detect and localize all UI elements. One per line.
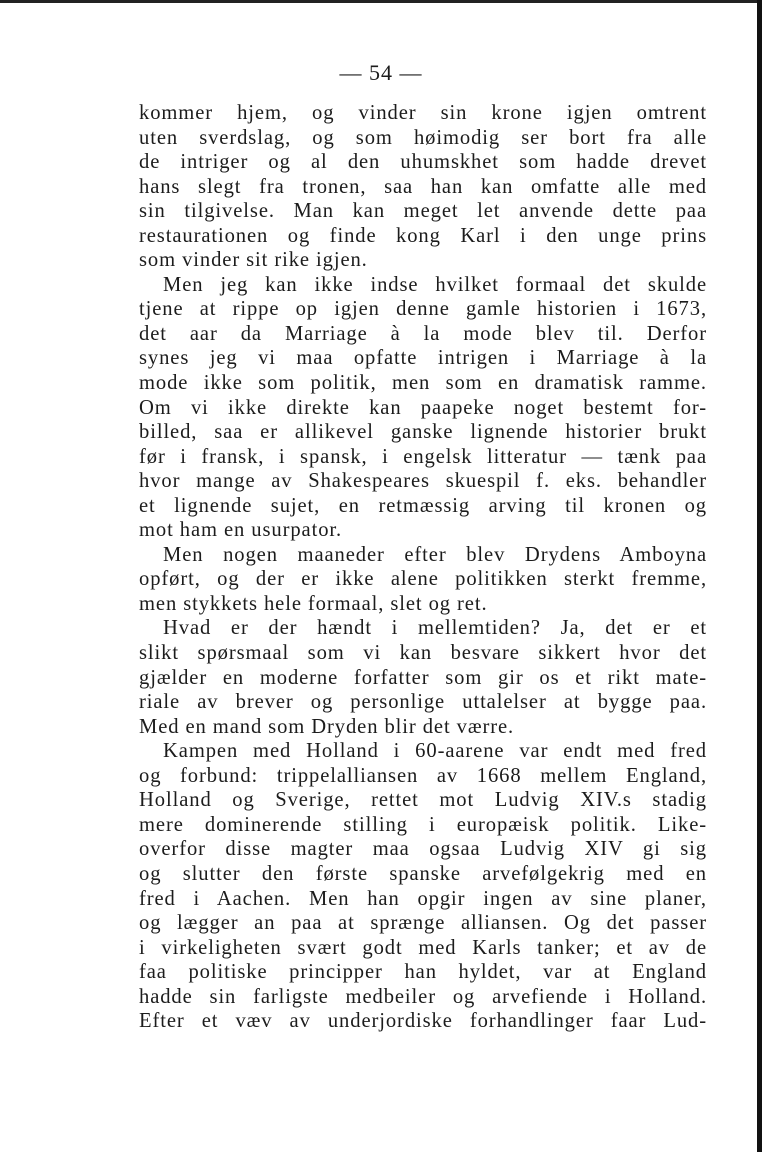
text-line: fred i Aachen. Men han opgir ingen av sine planer,	[139, 887, 707, 910]
text-line: slikt spørsmaal som vi kan besvare sikkert hvor det	[139, 642, 707, 665]
text-line: de intriger og al den uhumskhet som hadde drevet	[139, 151, 707, 174]
text-line: et lignende sujet, en retmæssig arving til kronen og	[139, 494, 707, 517]
text-line: tjene at rippe op igjen denne gamle historien i 1673,	[139, 298, 707, 321]
text-line: Holland og Sverige, rettet mot Ludvig XIV.s stadig	[139, 789, 707, 812]
text-line: opført, og der er ikke alene politikken sterkt fremme,	[139, 568, 707, 591]
text-line: i virkeligheten svært godt med Karls tanker; et av de	[139, 936, 707, 959]
text-line: det aar da Marriage à la mode blev til. Derfor	[139, 322, 707, 345]
text-line: overfor disse magter maa ogsaa Ludvig XIV gi sig	[139, 838, 707, 861]
text-line: restaurationen og finde kong Karl i den unge prins	[139, 224, 707, 247]
text-line: hvor mange av Shakespeares skuespil f. eks. behandler	[139, 470, 707, 493]
text-line: mode ikke som politik, men som en dramatisk ramme.	[139, 372, 707, 395]
text-line: Hvad er der hændt i mellemtiden? Ja, det er et	[163, 617, 707, 640]
text-line: billed, saa er allikevel ganske lignende historier brukt	[139, 421, 707, 444]
text-line: riale av brever og personlige uttalelser at bygge paa.	[139, 691, 707, 714]
page-top-edge	[0, 0, 762, 3]
text-line: Efter et væv av underjordiske forhandlinger faar Lud-	[139, 1010, 707, 1033]
text-line: mere dominerende stilling i europæisk politik. Like-	[139, 813, 707, 836]
text-line: før i fransk, i spansk, i engelsk litteratur — tænk paa	[139, 445, 707, 468]
text-line: synes jeg vi maa opfatte intrigen i Marriage à la	[139, 347, 707, 370]
text-line: Kampen med Holland i 60-aarene var endt med fred	[163, 740, 707, 763]
text-line: uten sverdslag, og som høimodig ser bort fra alle	[139, 126, 707, 149]
text-line: mot ham en usurpator.	[139, 519, 343, 542]
text-line: gjælder en moderne forfatter som gir os et rikt mate-	[139, 666, 707, 689]
text-line: og forbund: trippelalliansen av 1668 mellem England,	[139, 764, 707, 787]
body-text	[139, 101, 707, 1034]
page-right-edge	[757, 0, 762, 1152]
text-line: sin tilgivelse. Man kan meget let anvende dette paa	[139, 200, 707, 223]
text-line: faa politiske principper han hyldet, var at England	[139, 961, 707, 984]
text-line: hans slegt fra tronen, saa han kan omfatte alle med	[139, 175, 707, 198]
text-line: Med en mand som Dryden blir det værre.	[139, 715, 515, 738]
text-line: og lægger an paa at sprænge alliansen. Og det passer	[139, 912, 707, 935]
text-line: Men nogen maaneder efter blev Drydens Amboyna	[163, 543, 707, 566]
text-line: kommer hjem, og vinder sin krone igjen omtrent	[139, 102, 707, 124]
text-line: Men jeg kan ikke indse hvilket formaal det skulde	[163, 273, 707, 296]
text-line: som vinder sit rike igjen.	[139, 249, 368, 272]
text-line: men stykkets hele formaal, slet og ret.	[139, 592, 488, 615]
page-number: — 54 —	[339, 60, 423, 85]
text-line: hadde sin farligste medbeiler og arvefiende i Holland.	[139, 985, 707, 1008]
text-line: og slutter den første spanske arvefølgekrig med en	[139, 862, 707, 885]
text-line: Om vi ikke direkte kan paapeke noget bestemt for-	[139, 396, 707, 419]
